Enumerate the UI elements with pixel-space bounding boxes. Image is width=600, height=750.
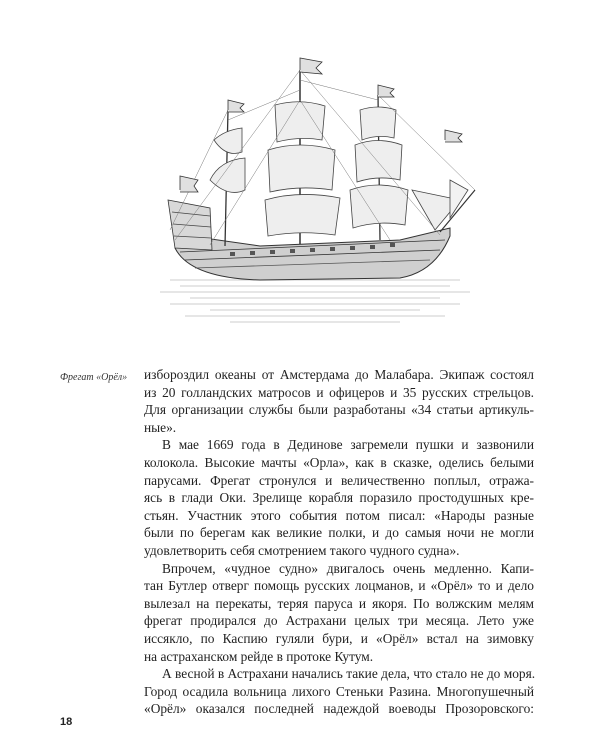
text-line: парусами. Фрегат стронулся и величественно поплыл, отража- bbox=[144, 472, 534, 488]
text-line: из 20 голландских матросов и офицеров и 35 русских стрельцов. bbox=[144, 384, 534, 400]
body-text bbox=[144, 366, 534, 718]
ship-sketch-icon bbox=[150, 40, 480, 340]
page-number: 18 bbox=[60, 716, 73, 728]
text-line: колокола. Высокие мачты «Орла», как в сказке, оделись белыми bbox=[144, 454, 534, 470]
text-line: вылезал на перекаты, теряя паруса и якоря. По волжским мелям bbox=[144, 595, 534, 611]
text-line: были по берегам как великие полки, и до самыя ночи не могли bbox=[144, 525, 534, 541]
text-line: ные». bbox=[144, 419, 177, 435]
text-line: тан Бутлер отверг помощь русских лоцманов, и «Орёл» то и дело bbox=[144, 578, 534, 594]
figure-caption: Фрегат «Орёл» bbox=[60, 372, 128, 383]
text-line: ясь в глади Оки. Зрелище корабля поразило простодушных кре- bbox=[144, 490, 534, 506]
text-line: стьян. Участник этого события потом писал: «Народы разные bbox=[144, 507, 534, 523]
text-line: Город осадила вольница лихого Стеньки Разина. Многопушечный bbox=[144, 683, 534, 699]
text-line: удовлетворить себя смотрением такого чудного судна». bbox=[144, 542, 460, 558]
text-line: А весной в Астрахани начались такие дела, что стало не до моря. bbox=[162, 666, 536, 682]
text-line: «Орёл» оказался последней надеждой воеводы Прозоровского: bbox=[144, 701, 534, 717]
text-line: В мае 1669 года в Дединове загремели пушки и зазвонили bbox=[162, 437, 534, 453]
text-line: Впрочем, «чудное судно» двигалось очень медленно. Капи- bbox=[162, 560, 534, 576]
text-line: иссякло, по Каспию гуляли бури, и «Орёл» встал на зимовку bbox=[144, 630, 534, 646]
text-line: Для организации службы были разработаны «34 статьи артикуль- bbox=[144, 402, 534, 418]
text-line: избороздил океаны от Амстердама до Малабара. Экипаж состоял bbox=[144, 367, 534, 382]
text-line: на астраханском рейде в протоке Кутум. bbox=[144, 648, 374, 664]
ship-illustration bbox=[150, 40, 480, 340]
text-line: фрегат продирался до Астрахани целых три месяца. Лето уже bbox=[144, 613, 534, 629]
